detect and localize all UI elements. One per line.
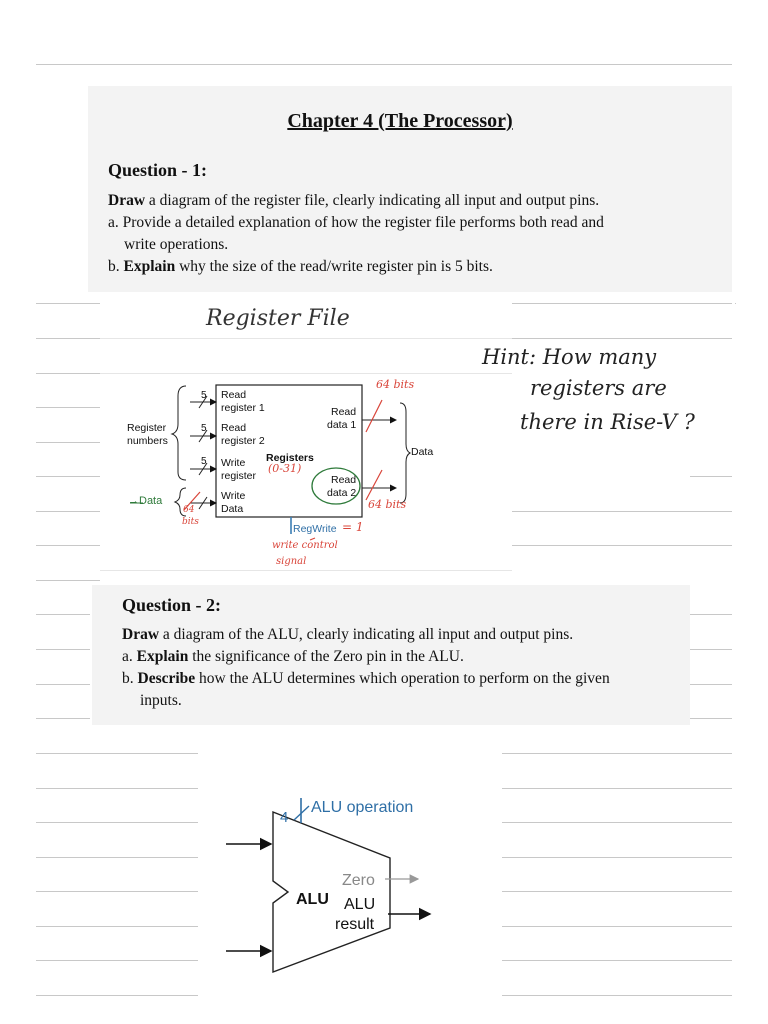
write-data-label-a: Write — [221, 490, 246, 502]
question-1-line-1: Draw a diagram of the register file, clearly indicating all input and output pins. — [108, 192, 600, 209]
width-5-read-reg-1: 5 — [201, 390, 207, 401]
regwrite-label: RegWrite — [293, 523, 337, 535]
question-2-heading: Question - 2: — [122, 595, 221, 615]
alu-width-4: 4 — [280, 809, 289, 826]
alu-body — [273, 812, 390, 972]
handwritten-hint-line-3: there in Rise-V ? — [520, 410, 695, 434]
handwritten-hint-line-2: registers are — [530, 376, 667, 400]
read-data-1-label-a: Read — [331, 406, 357, 418]
registers-label: Registers — [266, 452, 314, 464]
question-1-heading: Question - 1: — [108, 160, 207, 180]
question-2-line-1: Draw a diagram of the ALU, clearly indicating all input and output pins. — [122, 626, 574, 643]
handwritten-data-input: →Data — [128, 495, 163, 507]
question-2-line-3b: inputs. — [140, 692, 182, 709]
alu-operation-label: ALU operation — [311, 799, 414, 816]
read-register-2-label-a: Read — [221, 422, 247, 434]
handwritten-register-range: (0-31) — [268, 462, 302, 475]
data-out-label: Data — [411, 446, 434, 458]
read-data-1-label-b: data 1 — [327, 419, 357, 431]
handwritten-64-bits-data-b: bits — [182, 517, 199, 527]
chapter-title: Chapter 4 (The Processor) — [287, 110, 513, 132]
handwritten-64-bits-bottom: 64 bits — [368, 498, 407, 511]
question-2-line-3: b. Describe how the ALU determines which operation to perform on the given — [122, 670, 610, 687]
width-5-write-reg: 5 — [201, 456, 207, 467]
read-register-2-label-b: register 2 — [221, 435, 265, 447]
read-register-1-label-a: Read — [221, 389, 247, 401]
handwritten-write-control-a: write control — [272, 540, 338, 551]
read-data-2-label-a: Read — [331, 474, 357, 486]
register-numbers-label-a: Register — [127, 422, 167, 434]
alu-result-label-a: ALU — [344, 896, 376, 913]
register-numbers-label-b: numbers — [127, 435, 168, 447]
alu-zero-label: Zero — [342, 872, 375, 889]
handwritten-register-file-title: Register File — [206, 306, 350, 331]
width-5-read-reg-2: 5 — [201, 423, 207, 434]
question-1-line-3: b. Explain why the size of the read/write register pin is 5 bits. — [108, 258, 493, 275]
handwritten-write-control-b: signal — [276, 556, 307, 567]
alu-label: ALU — [296, 891, 329, 908]
handwritten-hint-line-1: Hint: How many — [482, 345, 657, 369]
handwritten-64-bits-top: 64 bits — [376, 378, 415, 391]
handwritten-regwrite-value: = 1 — [342, 520, 364, 534]
read-data-2-label-b: data 2 — [327, 487, 357, 499]
write-register-label-b: register — [221, 470, 257, 482]
question-2-line-2: a. Explain the significance of the Zero pin in the ALU. — [122, 648, 464, 665]
handwritten-64-bits-data-a: 64 — [183, 505, 195, 515]
write-data-label-b: Data — [221, 503, 244, 515]
read-register-1-label-b: register 1 — [221, 402, 265, 414]
alu-result-label-b: result — [335, 916, 375, 933]
write-register-label-a: Write — [221, 457, 246, 469]
question-1-line-2b: write operations. — [124, 236, 229, 253]
question-1-line-2a: a. Provide a detailed explanation of how the register file performs both read and — [108, 214, 604, 231]
